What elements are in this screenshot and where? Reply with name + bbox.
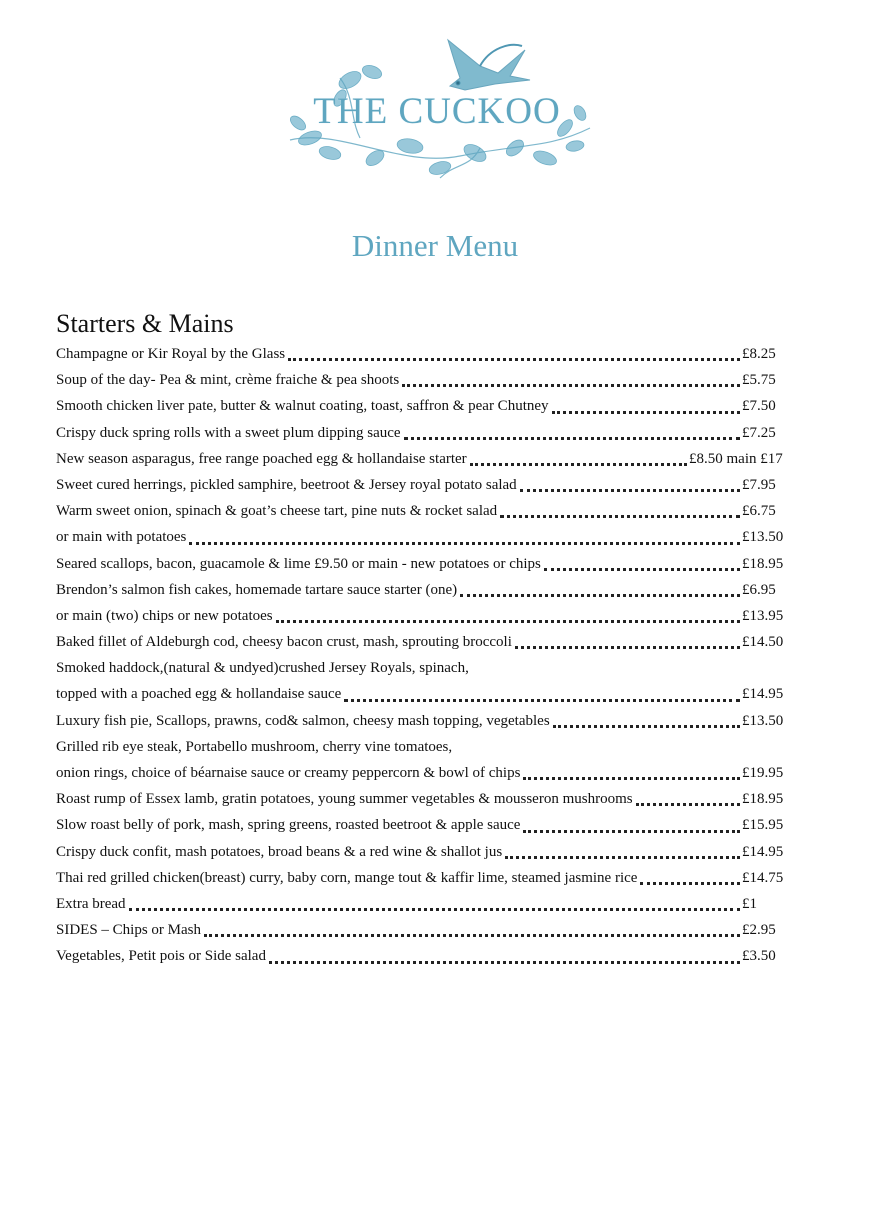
menu-item-description: Baked fillet of Aldeburgh cod, cheesy bacon crust, mash, sprouting broccoli	[56, 634, 512, 651]
menu-item	[56, 839, 806, 865]
menu-item	[56, 420, 806, 446]
dot-leader	[470, 463, 687, 466]
dot-leader	[544, 568, 740, 571]
menu-item-description: Slow roast belly of pork, mash, spring greens, roasted beetroot & apple sauce	[56, 817, 521, 834]
dot-leader	[460, 594, 740, 597]
menu-item-price: £19.95	[742, 765, 784, 781]
menu-item	[56, 393, 806, 419]
menu-item-price: £1	[742, 895, 757, 912]
menu-item	[56, 812, 806, 838]
menu-item-description: Extra bread	[56, 895, 126, 912]
menu-item-description: Brendon’s salmon fish cakes, homemade tartare sauce starter (one)	[56, 581, 458, 598]
dot-leader	[189, 542, 740, 545]
dot-leader	[636, 803, 740, 806]
menu-item-description: Champagne or Kir Royal by the Glass	[56, 346, 286, 362]
menu-item	[56, 865, 806, 891]
menu-item-description: Smoked haddock,(natural & undyed)crushed Jersey Royals, spinach,	[56, 660, 469, 677]
dot-leader	[505, 856, 740, 859]
menu-title: Dinner Menu	[351, 228, 519, 263]
menu-item-price: £8.50 main £17	[689, 450, 783, 467]
dot-leader	[276, 620, 740, 623]
restaurant-logo	[280, 28, 595, 188]
dot-leader	[523, 777, 740, 780]
menu-item-description: Vegetables, Petit pois or Side salad	[56, 948, 266, 965]
dot-leader	[552, 411, 740, 414]
dot-leader	[129, 908, 740, 911]
dot-leader	[344, 699, 740, 702]
dot-leader	[500, 515, 740, 518]
menu-item-description: SIDES – Chips or Mash	[56, 922, 202, 939]
menu-item	[56, 943, 806, 969]
menu-item	[56, 446, 806, 472]
menu-item-price: £3.50	[742, 948, 776, 965]
menu-item	[56, 681, 806, 707]
section-title: Starters & Mains	[56, 309, 234, 338]
dot-leader	[520, 489, 740, 492]
menu-item-price: £13.95	[742, 607, 784, 624]
menu-item	[56, 629, 806, 655]
menu-item-description: or main with potatoes	[56, 529, 187, 546]
menu-item	[56, 603, 806, 629]
menu-item-description: Roast rump of Essex lamb, gratin potatoes, young summer vegetables & mousseron mushrooms	[56, 791, 633, 808]
menu-item-description: topped with a poached egg & hollandaise sauce	[56, 686, 342, 703]
menu-item	[56, 367, 806, 393]
menu-item-price: £2.95	[742, 922, 776, 939]
dot-leader	[515, 646, 740, 649]
menu-item-description: Thai red grilled chicken(breast) curry, baby corn, mange tout & kaffir lime, steamed jasmine rice	[56, 869, 638, 886]
menu-item-price: £18.95	[742, 791, 784, 808]
menu-item-description: Smooth chicken liver pate, butter & walnut coating, toast, saffron & pear Chutney	[56, 398, 549, 415]
dot-leader	[402, 384, 740, 387]
menu-item-price: £5.75	[742, 372, 776, 389]
menu-item-description: New season asparagus, free range poached egg & hollandaise starter	[56, 450, 467, 467]
menu-item-price: £7.50	[742, 398, 776, 415]
menu-item-description: Warm sweet onion, spinach & goat’s cheese tart, pine nuts & rocket salad	[56, 503, 498, 520]
menu-item-description: Crispy duck confit, mash potatoes, broad beans & a red wine & shallot jus	[56, 843, 503, 860]
menu-item-description: Sweet cured herrings, pickled samphire, beetroot & Jersey royal potato salad	[56, 476, 517, 493]
logo-text: THE CUCKOO	[313, 91, 561, 132]
menu-item	[56, 524, 806, 550]
menu-item-description: Soup of the day- Pea & mint, crème fraiche & pea shoots	[56, 372, 400, 389]
menu-item	[56, 891, 806, 917]
menu-item	[56, 551, 806, 577]
menu-item	[56, 708, 806, 734]
dot-leader	[523, 830, 740, 833]
menu-item	[56, 577, 806, 603]
menu-item-price: £14.95	[742, 686, 784, 703]
menu-item-description: Seared scallops, bacon, guacamole & lime £9.50 or main - new potatoes or chips	[56, 555, 541, 572]
menu-item	[56, 786, 806, 812]
menu-item	[56, 917, 806, 943]
menu-item-price: £6.75	[742, 503, 776, 520]
menu-item	[56, 341, 806, 367]
menu-item-price: £14.95	[742, 843, 784, 860]
menu-item-price: £6.95	[742, 581, 776, 598]
menu-item-price: £7.95	[742, 476, 776, 493]
menu-items-list	[56, 341, 806, 970]
menu-item-price: £8.25	[742, 346, 776, 362]
dot-leader	[269, 961, 740, 964]
menu-item-description: or main (two) chips or new potatoes	[56, 607, 273, 624]
menu-item-price: £15.95	[742, 817, 784, 834]
menu-item	[56, 655, 806, 681]
dot-leader	[288, 358, 740, 361]
menu-item-price: £14.75	[742, 869, 784, 886]
menu-item-description: Luxury fish pie, Scallops, prawns, cod& salmon, cheesy mash topping, vegetables	[56, 712, 550, 729]
menu-item-price: £18.95	[742, 555, 784, 572]
menu-item-description: Crispy duck spring rolls with a sweet plum dipping sauce	[56, 424, 401, 441]
menu-item-price: £13.50	[742, 529, 784, 546]
menu-item-price: £13.50	[742, 712, 784, 729]
dot-leader	[553, 725, 740, 728]
menu-item-description: onion rings, choice of béarnaise sauce or creamy peppercorn & bowl of chips	[56, 765, 521, 781]
dot-leader	[640, 882, 740, 885]
menu-item	[56, 760, 806, 786]
dot-leader	[404, 437, 740, 440]
menu-item-description: Grilled rib eye steak, Portabello mushroom, cherry vine tomatoes,	[56, 738, 453, 755]
dot-leader	[204, 934, 740, 937]
menu-item	[56, 498, 806, 524]
menu-item-price: £14.50	[742, 634, 784, 651]
menu-item-price: £7.25	[742, 424, 776, 441]
menu-item	[56, 734, 806, 760]
menu-item	[56, 472, 806, 498]
